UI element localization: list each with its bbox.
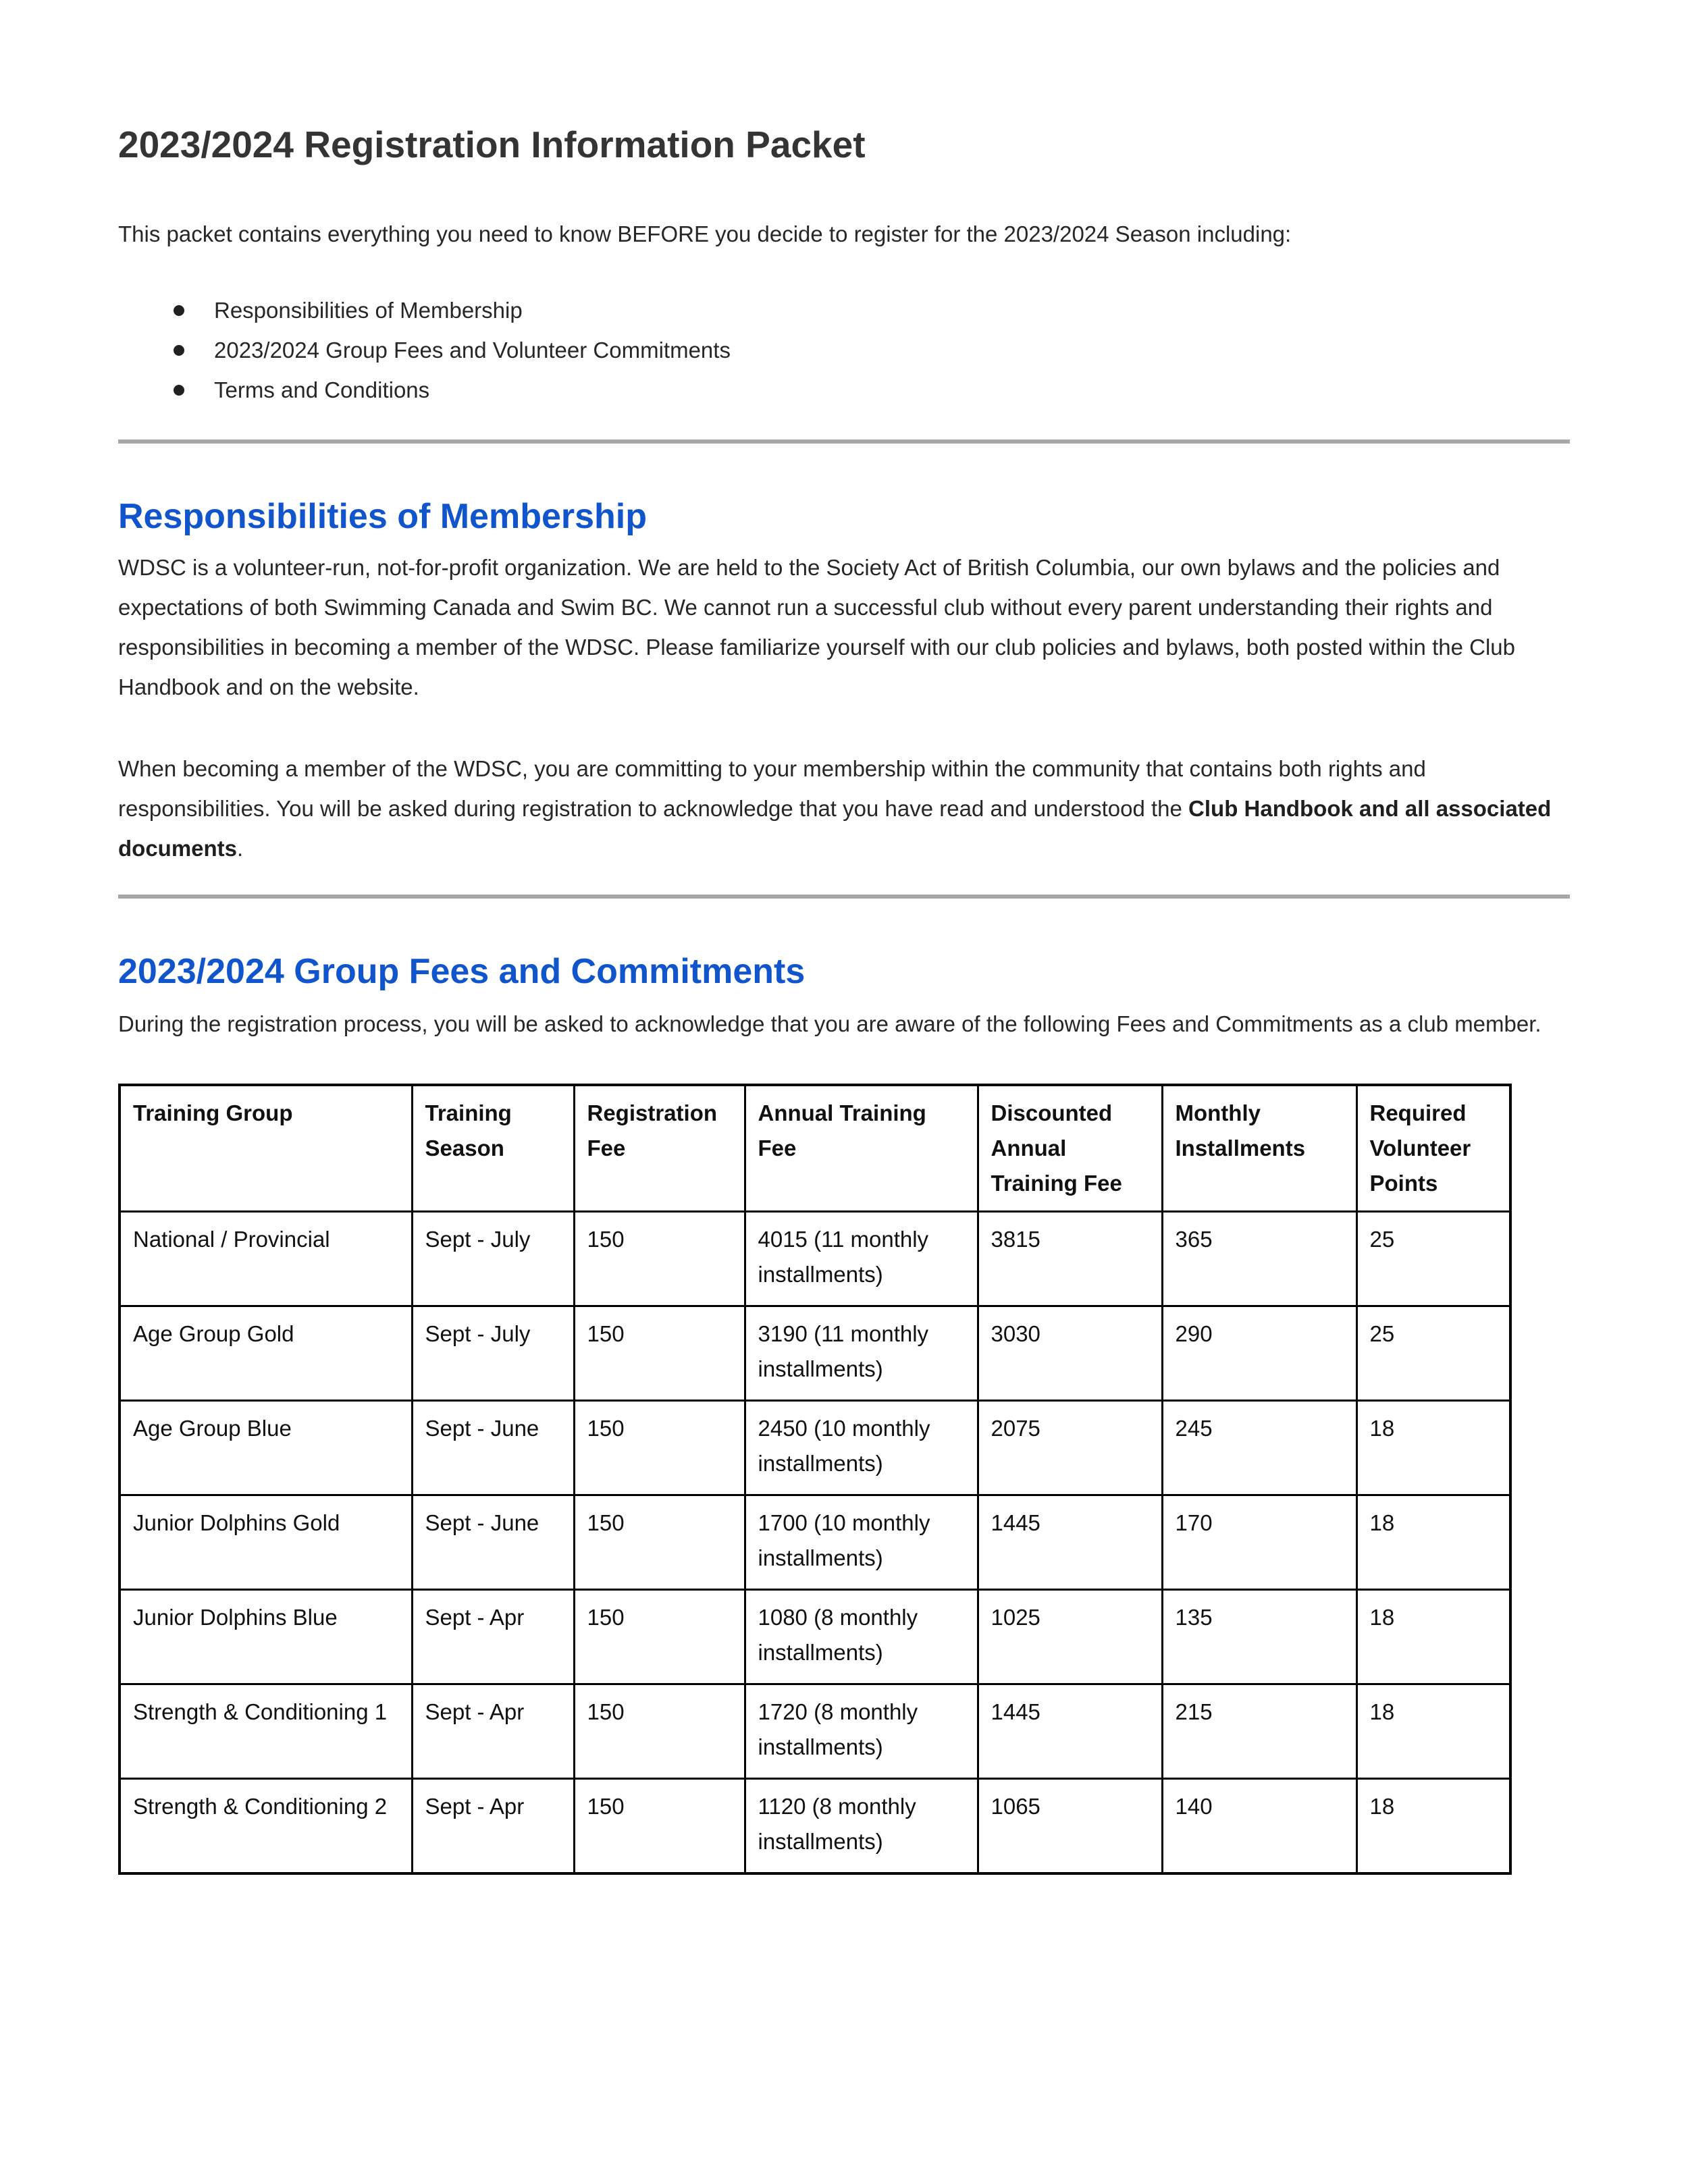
table-cell: 1445 — [978, 1495, 1162, 1590]
table-cell: 3815 — [978, 1212, 1162, 1306]
table-cell: 3190 (11 monthly installments) — [745, 1306, 978, 1401]
table-cell: 245 — [1162, 1401, 1356, 1495]
table-body — [120, 1212, 1510, 1873]
table-cell: 1445 — [978, 1684, 1162, 1779]
table-cell: 150 — [574, 1401, 745, 1495]
table-cell: Sept - June — [412, 1495, 574, 1590]
table-cell: Sept - Apr — [412, 1684, 574, 1779]
section-divider — [118, 895, 1570, 899]
membership-paragraph-1: WDSC is a volunteer-run, not-for-profit organization. We are held to the Society Act of British Columbia, our own bylaws and the policies and expectations of both Swimming Canada and Swim BC. We cannot run a successful club without every parent understanding their rights and responsibilities in becoming a member of the WDSC. Please familiarize yourself with our club policies and bylaws, both posted within the Club Handbook and on the website. — [118, 555, 1515, 699]
table-cell: 18 — [1356, 1779, 1510, 1873]
table-cell: 290 — [1162, 1306, 1356, 1401]
table-cell: 1120 (8 monthly installments) — [745, 1779, 978, 1873]
table-row — [120, 1212, 1510, 1306]
section-divider — [118, 440, 1570, 444]
table-cell: 215 — [1162, 1684, 1356, 1779]
table-cell: 3030 — [978, 1306, 1162, 1401]
table-cell: 150 — [574, 1779, 745, 1873]
column-header: Training Season — [412, 1085, 574, 1212]
table-row — [120, 1401, 1510, 1495]
intro-paragraph: This packet contains everything you need to know BEFORE you decide to register for the 2023/2024 Season including: — [118, 221, 1292, 246]
table-row — [120, 1306, 1510, 1401]
table-header — [120, 1085, 1510, 1212]
table-cell: Strength & Conditioning 1 — [120, 1684, 412, 1779]
table-cell: Sept - July — [412, 1212, 574, 1306]
table-cell: National / Provincial — [120, 1212, 412, 1306]
table-cell: Junior Dolphins Gold — [120, 1495, 412, 1590]
table-cell: 18 — [1356, 1590, 1510, 1684]
column-header: Monthly Installments — [1162, 1085, 1356, 1212]
table-cell: 18 — [1356, 1401, 1510, 1495]
table-cell: Sept - Apr — [412, 1590, 574, 1684]
table-cell: 25 — [1356, 1212, 1510, 1306]
table-cell: Age Group Gold — [120, 1306, 412, 1401]
table-cell: 150 — [574, 1495, 745, 1590]
handbook-bold-text: Club Handbook and all associated documents — [118, 796, 1552, 861]
table-cell: Sept - July — [412, 1306, 574, 1401]
table-cell: 135 — [1162, 1590, 1356, 1684]
table-cell: 18 — [1356, 1684, 1510, 1779]
table-cell: Strength & Conditioning 2 — [120, 1779, 412, 1873]
column-header: Training Group — [120, 1085, 412, 1212]
list-item-label: Terms and Conditions — [214, 377, 430, 402]
table-cell: 170 — [1162, 1495, 1356, 1590]
table-cell: 2075 — [978, 1401, 1162, 1495]
table-cell: 150 — [574, 1590, 745, 1684]
section-heading-responsibilities: Responsibilities of Membership — [118, 497, 648, 536]
table-cell: Sept - June — [412, 1401, 574, 1495]
column-header: Discounted Annual Training Fee — [978, 1085, 1162, 1212]
table-cell: 150 — [574, 1306, 745, 1401]
table-cell: 1025 — [978, 1590, 1162, 1684]
membership-paragraph-2 — [118, 749, 1570, 868]
fees-intro-paragraph: During the registration process, you will be asked to acknowledge that you are aware of the following Fees and Commitments as a club member. — [118, 1011, 1541, 1036]
column-header: Annual Training Fee — [745, 1085, 978, 1212]
table-row — [120, 1684, 1510, 1779]
table-cell: 365 — [1162, 1212, 1356, 1306]
table-cell: Sept - Apr — [412, 1779, 574, 1873]
table-cell: 140 — [1162, 1779, 1356, 1873]
table-cell: 1065 — [978, 1779, 1162, 1873]
table-cell: 4015 (11 monthly installments) — [745, 1212, 978, 1306]
table-row — [120, 1779, 1510, 1873]
list-item — [118, 370, 1570, 410]
paragraph-text: When becoming a member of the WDSC, you are committing to your membership within the community that contains both rights and responsibilities. You will be asked during registration to acknowledge that you have read and understood the — [118, 756, 1426, 821]
section-heading-group-fees: 2023/2024 Group Fees and Commitments — [118, 952, 806, 991]
table-cell: 2450 (10 monthly installments) — [745, 1401, 978, 1495]
paragraph-text: . — [237, 836, 244, 861]
table-cell: Age Group Blue — [120, 1401, 412, 1495]
table-cell: 18 — [1356, 1495, 1510, 1590]
table-cell: 1700 (10 monthly installments) — [745, 1495, 978, 1590]
table-cell: 25 — [1356, 1306, 1510, 1401]
table-cell: 150 — [574, 1684, 745, 1779]
packet-contents-list — [118, 290, 1570, 410]
table-header-row — [120, 1085, 1510, 1212]
table-row — [120, 1590, 1510, 1684]
table-cell: Junior Dolphins Blue — [120, 1590, 412, 1684]
table-cell: 1080 (8 monthly installments) — [745, 1590, 978, 1684]
column-header: Required Volunteer Points — [1356, 1085, 1510, 1212]
list-item — [118, 290, 1570, 330]
fees-table — [118, 1084, 1512, 1875]
list-item — [118, 330, 1570, 370]
table-cell: 150 — [574, 1212, 745, 1306]
list-item-label: 2023/2024 Group Fees and Volunteer Commitments — [214, 338, 731, 363]
document-content — [118, 0, 1570, 1875]
list-item-label: Responsibilities of Membership — [214, 298, 523, 323]
table-cell: 1720 (8 monthly installments) — [745, 1684, 978, 1779]
table-row — [120, 1495, 1510, 1590]
column-header: Registration Fee — [574, 1085, 745, 1212]
page-title: 2023/2024 Registration Information Packet — [118, 124, 866, 165]
